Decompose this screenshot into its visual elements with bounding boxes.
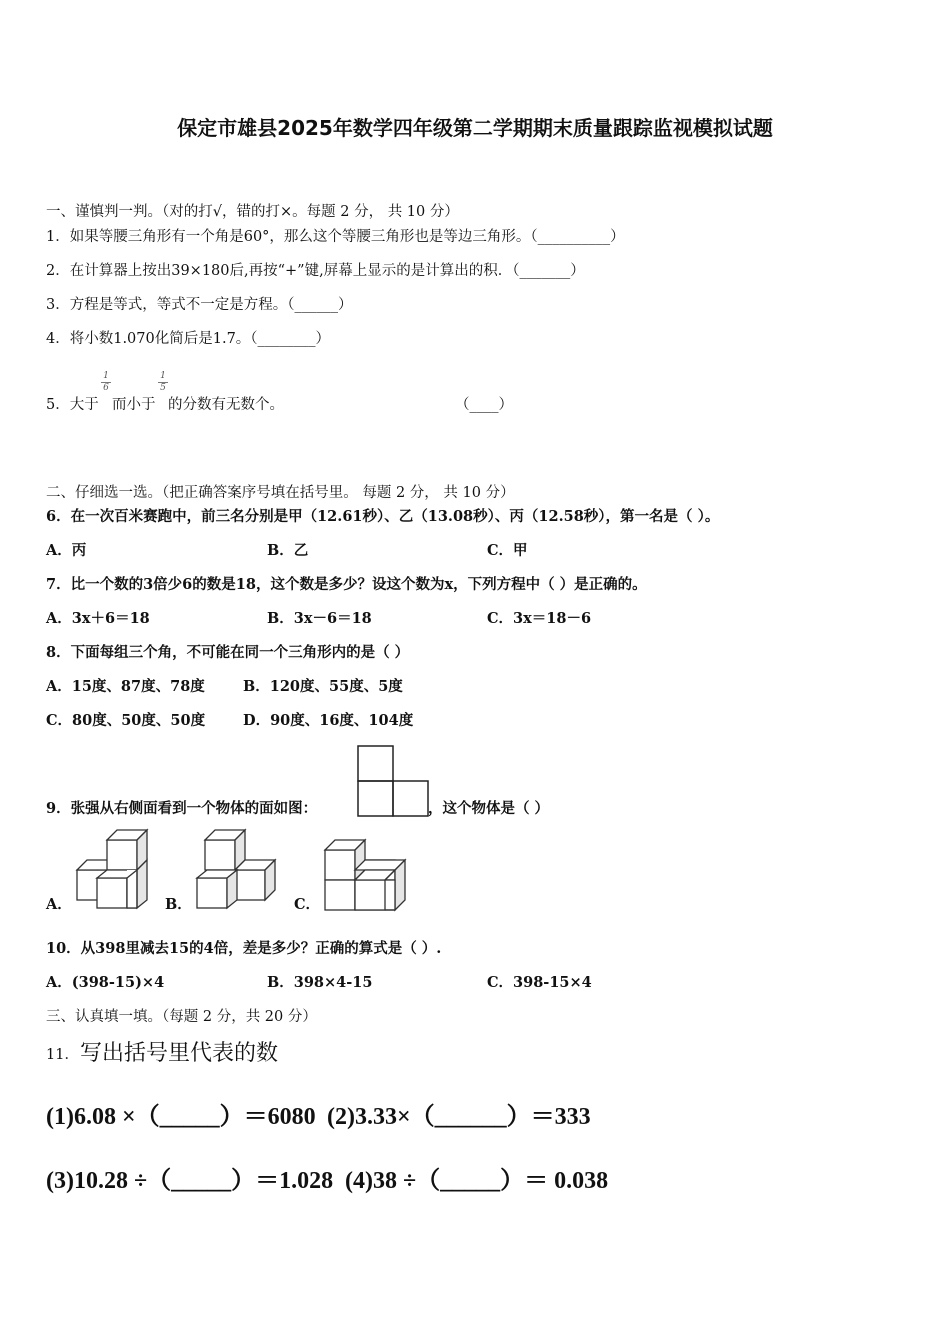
option-8c: C．80度、50度、50度 (46, 712, 206, 729)
option-6c: C．甲 (487, 542, 528, 559)
fraction-denominator: 5 (160, 383, 166, 393)
question-6: 6．在一次百米赛跑中，前三名分别是甲（12.61秒）、乙（13.08秒）、丙（12.58秒），第一名是（ ）。 (46, 508, 720, 525)
fraction-one-fifth (158, 372, 168, 393)
question-9-stem-end: ，这个物体是（ ） (428, 800, 550, 817)
option-6a: A．丙 (46, 542, 87, 559)
fraction-numerator: 1 (160, 371, 166, 381)
option-10c: C．398-15×4 (487, 974, 592, 991)
question-5-part1: 5．大于 (46, 397, 99, 413)
fraction-one-sixth (101, 372, 111, 393)
option-7b: B．3x－6＝18 (267, 610, 372, 627)
question-5-part2: 而小于 (112, 397, 156, 413)
option-9a-label: A． (46, 896, 72, 913)
side-view-figure (357, 745, 432, 817)
option-7a: A．3x＋6＝18 (46, 610, 150, 627)
cube-figure-c (323, 838, 408, 912)
question-3: 3．方程是等式，等式不一定是方程。（______） (46, 297, 353, 313)
option-8a: A．15度、87度、78度 (46, 678, 205, 695)
fill-blank-4: (4)38 ÷（_____）＝ 0.038 (345, 1168, 609, 1194)
option-8b: B．120度、55度、5度 (243, 678, 403, 695)
fraction-denominator: 6 (103, 383, 109, 393)
fill-blank-2: (2)3.33×（______）＝333 (327, 1104, 591, 1130)
section1-heading: 一、谨慎判一判。（对的打√，错的打×。每题 2 分， 共 10 分） (46, 204, 459, 220)
page-title: 保定市雄县2025年数学四年级第二学期期末质量跟踪监视模拟试题 (177, 116, 773, 140)
fill-blank-1: (1)6.08 ×（_____）＝6080 (46, 1104, 316, 1130)
cube-figure-a (75, 828, 155, 912)
question-7: 7．比一个数的3倍少6的数是18，这个数是多少？设这个数为x，下列方程中（ ）是正确的。 (46, 576, 647, 593)
question-1: 1．如果等腰三角形有一个角是60°，那么这个等腰三角形也是等边三角形。（__________） (46, 229, 625, 245)
question-11-number: 11． (46, 1047, 79, 1063)
section2-heading: 二、仔细选一选。（把正确答案序号填在括号里。 每题 2 分， 共 10 分） (46, 485, 515, 501)
section3-heading: 三、认真填一填。（每题 2 分，共 20 分） (46, 1009, 317, 1025)
fill-blank-3: (3)10.28 ÷（_____）＝1.028 (46, 1168, 334, 1194)
question-11-text: 写出括号里代表的数 (80, 1041, 279, 1066)
cube-figure-b (195, 828, 280, 912)
question-5-blank: （____） (455, 397, 513, 413)
question-10: 10．从398里减去15的4倍，差是多少？正确的算式是（ ）. (46, 940, 442, 957)
question-9-stem: 9．张强从右侧面看到一个物体的面如图： (46, 800, 318, 817)
question-8: 8．下面每组三个角，不可能在同一个三角形内的是（ ） (46, 644, 410, 661)
option-6b: B．乙 (267, 542, 309, 559)
option-10b: B．398×4-15 (267, 974, 373, 991)
question-5-part3: 的分数有无数个。 (168, 397, 284, 413)
option-9c-label: C． (294, 896, 321, 913)
fraction-numerator: 1 (103, 371, 109, 381)
question-4: 4．将小数1.070化简后是1.7。（________） (46, 331, 331, 347)
option-9b-label: B． (165, 896, 192, 913)
option-10a: A．(398-15)×4 (46, 974, 165, 991)
question-2: 2．在计算器上按出39×180后,再按“+”键,屏幕上显示的是计算出的积．（_______） (46, 263, 585, 279)
option-7c: C．3x＝18－6 (487, 610, 592, 627)
option-8d: D．90度、16度、104度 (243, 712, 414, 729)
